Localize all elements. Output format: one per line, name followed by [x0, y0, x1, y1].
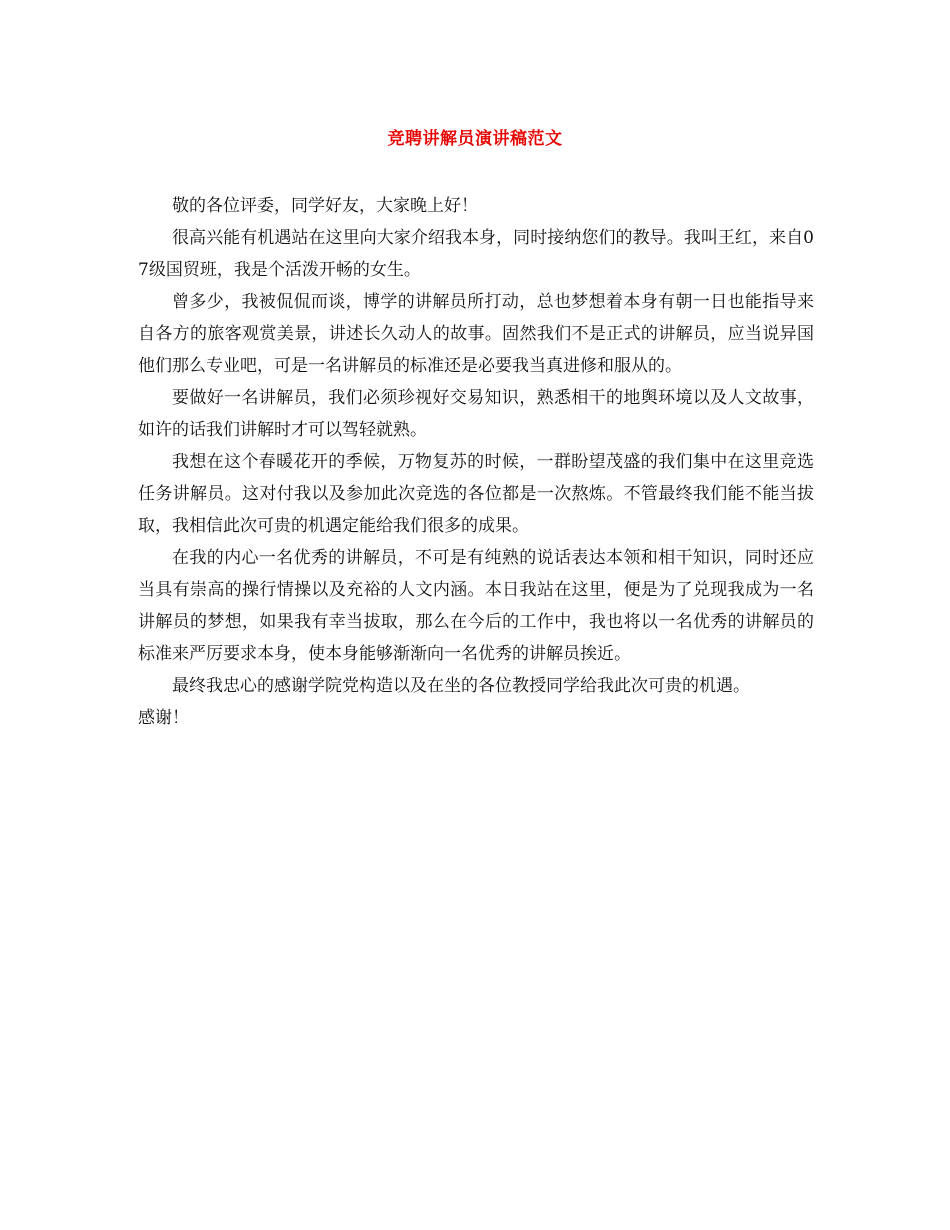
paragraph-requirements: 要做好一名讲解员，我们必须珍视好交易知识，熟悉相干的地舆环境以及人文故事，如许的话我们讲解时才可以驾轻就熟。: [138, 388, 814, 440]
paragraph-competition: 我想在这个春暖花开的季候，万物复苏的时候，一群盼望茂盛的我们集中在这里竞选任务讲解员。这对付我以及参加此次竞选的各位都是一次熬炼。不管最终我们能不能当拔取，我相信此次可贵的机遇定能给我们很多的成果。: [138, 452, 814, 536]
paragraph-ideal-guide: 在我的内心一名优秀的讲解员，不可是有纯熟的说话表达本领和相干知识，同时还应当具有崇高的操行情操以及充裕的人文内涵。本日我站在这里，便是为了兑现我成为一名讲解员的梦想，如果我有幸当拔取，那么在今后的工作中，我也将以一名优秀的讲解员的标准来严厉要求本身，使本身能够渐渐向一名优秀的讲解员挨近。: [138, 548, 814, 664]
paragraph-introduction: 很高兴能有机遇站在这里向大家介绍我本身，同时接纳您们的教导。我叫王红，来自07级国贸班，我是个活泼开畅的女生。: [138, 228, 814, 280]
document-body: [138, 190, 814, 734]
document-title: 竞聘讲解员演讲稿范文: [387, 129, 563, 149]
paragraph-gratitude: 最终我忠心的感谢学院党构造以及在坐的各位教授同学给我此次可贵的机遇。: [172, 676, 750, 696]
paragraph-thanks: 感谢！: [138, 708, 189, 728]
paragraph-greeting: 敬的各位评委，同学好友，大家晚上好！: [172, 196, 478, 216]
paragraph-aspiration: 曾多少，我被侃侃而谈，博学的讲解员所打动，总也梦想着本身有朝一日也能指导来自各方的旅客观赏美景，讲述长久动人的故事。固然我们不是正式的讲解员，应当说异国他们那么专业吧，可是一名讲解员的标准还是必要我当真进修和服从的。: [138, 292, 814, 376]
